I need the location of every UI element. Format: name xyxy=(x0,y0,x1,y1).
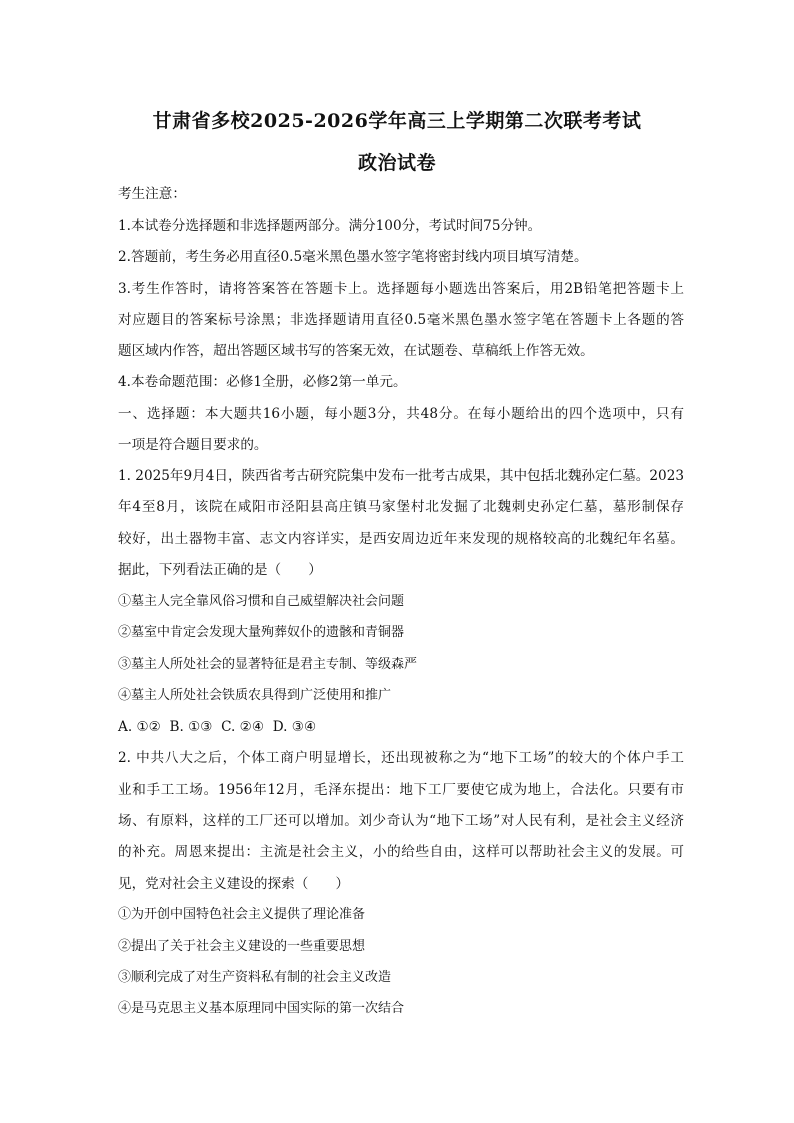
section-heading-line-1: 一、选择题：本大题共16小题，每小题3分，共48分。在每小题给出的四个选项中，只有 xyxy=(118,406,684,422)
notice-item-1: 1.本试卷分选择题和非选择题两部分。满分100分，考试时间75分钟。 xyxy=(118,218,542,234)
question-2-statement-4: ④是马克思主义基本原理同中国实际的第一次结合 xyxy=(118,1001,405,1016)
question-2-line-3: 场、有原料，这样的工厂还可以增加。刘少奇认为“地下工场”对人民有利，是社会主义经济 xyxy=(118,813,684,829)
question-2-line-1: 2. 中共八大之后，个体工商户明显增长，还出现被称之为“地下工场”的较大的个体户手工 xyxy=(118,750,684,766)
notice-item-3-line-1: 3.考生作答时，请将答案答在答题卡上。选择题每小题选出答案后，用2B铅笔把答题卡上 xyxy=(118,281,684,297)
notice-item-3-line-3: 题区域内作答，超出答题区域书写的答案无效，在试题卷、草稿纸上作答无效。 xyxy=(118,343,594,359)
notice-heading: 考生注意： xyxy=(118,186,186,202)
notice-item-2: 2.答题前，考生务必用直径0.5毫米黑色墨水签字笔将密封线内项目填写清楚。 xyxy=(118,249,588,265)
notice-item-4: 4.本卷命题范围：必修1全册，必修2第一单元。 xyxy=(118,374,407,390)
exam-subject-title: 政治试卷 xyxy=(357,152,436,174)
question-2-statement-2: ②提出了关于社会主义建设的一些重要思想 xyxy=(118,939,366,954)
question-1-statement-1: ①墓主人完全靠风俗习惯和自己威望解决社会问题 xyxy=(118,594,405,609)
question-1-statement-4: ④墓主人所处社会铁质农具得到广泛使用和推广 xyxy=(118,688,392,703)
notice-item-3-line-2: 对应题目的答案标号涂黑；非选择题请用直径0.5毫米黑色墨水签字笔在答题卡上各题的答 xyxy=(118,312,684,328)
question-1-line-3: 较好，出土器物丰富、志文内容详实，是西安周边近年来发现的规格较高的北魏纪年名墓。 xyxy=(118,531,684,547)
question-1-line-1: 1. 2025年9月4日，陕西省考古研究院集中发布一批考古成果，其中包括北魏孙定仁墓。2023 xyxy=(118,468,684,484)
section-heading-line-2: 一项是符合题目要求的。 xyxy=(118,437,268,453)
question-2-line-5: 见，党对社会主义建设的探索（ ） xyxy=(118,876,350,892)
question-2-line-4: 的补充。周恩来提出：主流是社会主义，小的给些自由，这样可以帮助社会主义的发展。可 xyxy=(118,844,684,860)
question-1-choices: A. ①② B. ①③ C. ②④ D. ③④ xyxy=(118,719,317,735)
question-2-statement-1: ①为开创中国特色社会主义提供了理论准备 xyxy=(118,907,366,922)
exam-title: 甘肃省多校2025-2026学年高三上学期第二次联考考试 xyxy=(152,110,642,132)
question-2-statement-3: ③顺利完成了对生产资料私有制的社会主义改造 xyxy=(118,970,392,985)
question-1-statement-2: ②墓室中肯定会发现大量殉葬奴仆的遗骸和青铜器 xyxy=(118,625,405,640)
question-2-line-2: 业和手工工场。1956年12月，毛泽东提出：地下工厂要使它成为地上，合法化。只要有市 xyxy=(118,782,684,798)
question-1-statement-3: ③墓主人所处社会的显著特征是君主专制、等级森严 xyxy=(118,657,418,672)
question-1-line-2: 年4至8月，该院在咸阳市泾阳县高庄镇马家堡村北发掘了北魏刺史孙定仁墓，墓形制保存 xyxy=(118,499,684,515)
question-1-line-4: 据此，下列看法正确的是（ ） xyxy=(118,562,322,578)
